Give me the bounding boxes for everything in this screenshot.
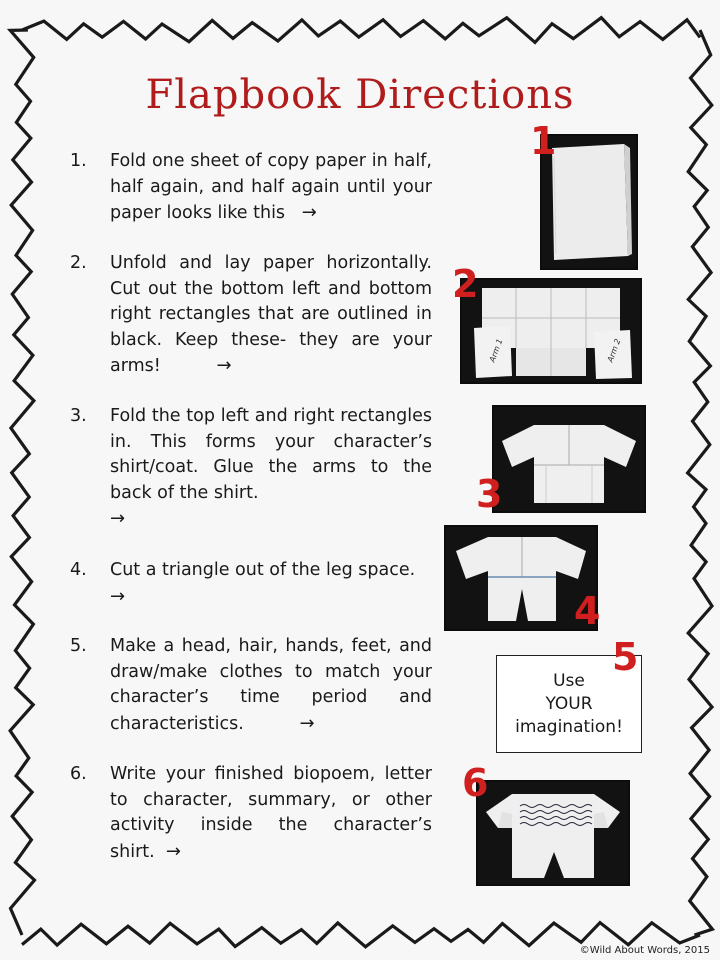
arrow-right-icon: → [216,355,232,377]
arrow-right-icon: → [110,585,126,607]
step-number: 1. [70,151,87,171]
arrow-right-icon: → [301,202,317,224]
arm-label: Arm 1 [487,337,505,364]
step-text: Make a head, hair, hands, feet, and draw/make clothes to match your character’s time period and characteristics. [110,636,432,734]
photo-number-3: 3 [476,472,503,516]
step-4 [70,558,432,610]
copyright-credit: ©Wild About Words, 2015 [579,945,710,956]
imagination-line: imagination! [515,716,623,737]
step-6 [70,762,432,865]
step-1 [70,149,432,227]
step-text: Write your finished biopoem, letter to character, summary, or other activity inside the character’s shirt. [110,764,432,862]
step-text: Fold one sheet of copy paper in half, half again, and half again until your paper looks like this [110,151,432,224]
step-number: 2. [70,253,87,273]
arrow-right-icon: → [110,508,126,530]
step-5 [70,634,432,737]
photo-number-4: 4 [574,589,601,633]
imagination-line: Use [553,670,585,691]
imagination-line: YOUR [545,693,593,714]
step-number: 5. [70,636,87,656]
arrow-right-icon: → [165,840,181,862]
arrow-right-icon: → [299,712,315,734]
step-number: 4. [70,560,87,580]
step-3 [70,404,432,533]
photo-unfolded-paper [460,278,642,384]
photo-shirt [492,405,646,513]
photo-number-2: 2 [452,262,479,306]
photo-final-project [476,780,630,886]
step-number: 3. [70,406,87,426]
photo-number-5: 5 [612,635,639,679]
arm-label: Arm 2 [605,337,623,364]
step-2 [70,251,432,380]
step-text: Cut a triangle out of the leg space. [110,560,416,580]
page-title: Flapbook Directions [145,72,575,118]
step-text: Fold the top left and right rectangles in. This forms your character’s shirt/coat. Glue the arms to the back of the shirt. [110,406,432,503]
step-text: Unfold and lay paper horizontally. Cut out the bottom left and bottom right rectangles that are outlined in black. Keep these- they are your arms! [110,253,432,377]
step-number: 6. [70,764,87,784]
photo-number-6: 6 [462,761,489,805]
photo-number-1: 1 [530,119,557,163]
